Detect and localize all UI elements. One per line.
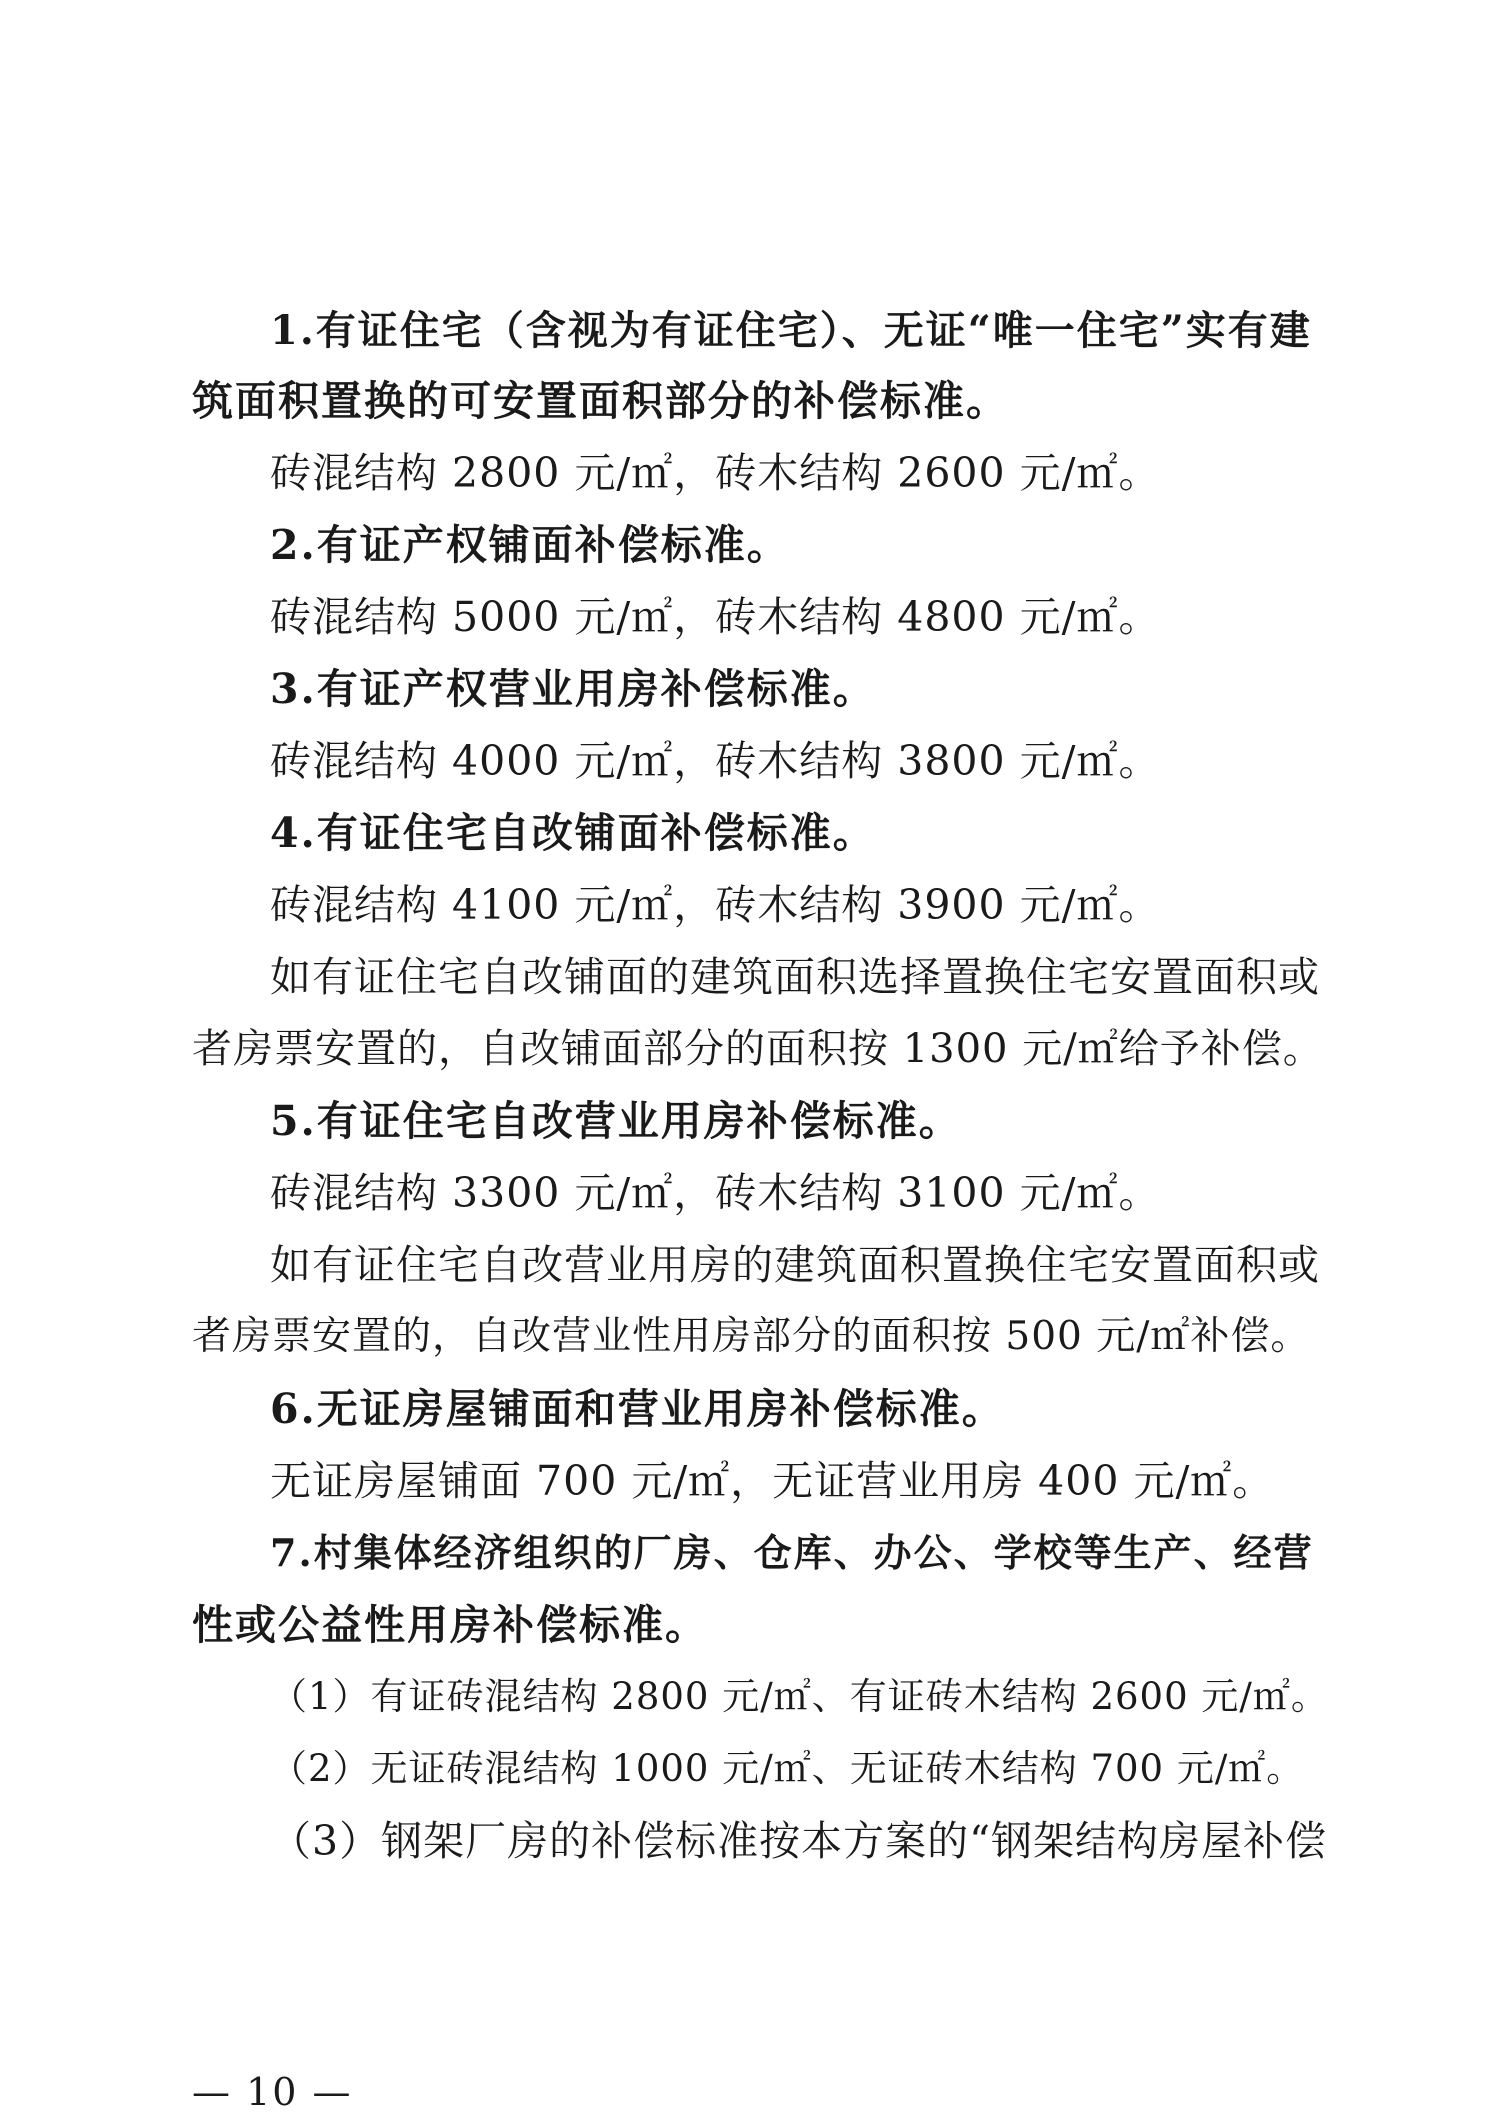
- paragraph-item-4-note-line-2: 者房票安置的，自改铺面部分的面积按 1300 元/㎡给予补偿。: [192, 1026, 1324, 1072]
- paragraph-item-6-rates: 无证房屋铺面 700 元/㎡，无证营业用房 400 元/㎡。: [270, 1457, 1275, 1505]
- paragraph-item-3-rates: 砖混结构 4000 元/㎡，砖木结构 3800 元/㎡。: [270, 737, 1161, 785]
- heading-item-5: 5.有证住宅自改营业用房补偿标准。: [270, 1097, 962, 1145]
- sub-item-7-2: （2）无证砖混结构 1000 元/㎡、无证砖木结构 700 元/㎡。: [270, 1747, 1305, 1790]
- heading-item-4: 4.有证住宅自改铺面补偿标准。: [270, 809, 876, 857]
- heading-item-2: 2.有证产权铺面补偿标准。: [270, 521, 790, 569]
- paragraph-item-4-rates: 砖混结构 4100 元/㎡，砖木结构 3900 元/㎡。: [270, 881, 1161, 929]
- heading-item-3: 3.有证产权营业用房补偿标准。: [270, 665, 876, 713]
- paragraph-item-2-rates: 砖混结构 5000 元/㎡，砖木结构 4800 元/㎡。: [270, 593, 1161, 641]
- sub-item-7-1: （1）有证砖混结构 2800 元/㎡、有证砖木结构 2600 元/㎡。: [270, 1675, 1329, 1718]
- heading-item-7-line-2: 性或公益性用房补偿标准。: [192, 1601, 708, 1649]
- page-number: — 10 —: [192, 2070, 353, 2114]
- sub-item-7-3: （3）钢架厂房的补偿标准按本方案的“钢架结构房屋补偿: [270, 1817, 1328, 1865]
- heading-item-1-line-1: 1.有证住宅（含视为有证住宅）、无证“唯一住宅”实有建: [270, 307, 1312, 354]
- paragraph-item-1-rates: 砖混结构 2800 元/㎡，砖木结构 2600 元/㎡。: [270, 449, 1161, 497]
- paragraph-item-5-rates: 砖混结构 3300 元/㎡，砖木结构 3100 元/㎡。: [270, 1169, 1161, 1217]
- heading-item-7-line-1: 7.村集体经济组织的厂房、仓库、办公、学校等生产、经营: [270, 1530, 1314, 1575]
- paragraph-item-5-note-line-2: 者房票安置的，自改营业性用房部分的面积按 500 元/㎡补偿。: [192, 1314, 1311, 1359]
- paragraph-item-4-note-line-1: 如有证住宅自改铺面的建筑面积选择置换住宅安置面积或: [270, 953, 1320, 1001]
- heading-item-6: 6.无证房屋铺面和营业用房补偿标准。: [270, 1385, 1005, 1433]
- heading-item-1-line-2: 筑面积置换的可安置面积部分的补偿标准。: [192, 377, 1009, 425]
- paragraph-item-5-note-line-1: 如有证住宅自改营业用房的建筑面积置换住宅安置面积或: [270, 1241, 1320, 1289]
